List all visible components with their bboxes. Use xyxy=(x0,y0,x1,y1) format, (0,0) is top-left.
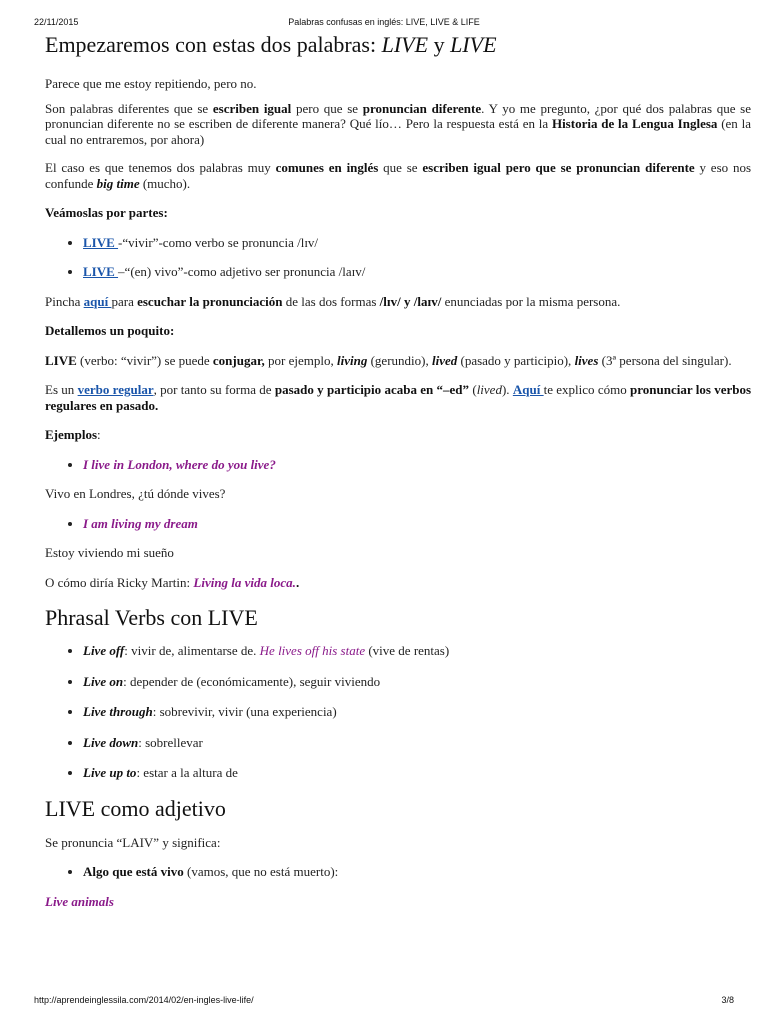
heading-text: Empezaremos con estas dos palabras: xyxy=(45,32,382,57)
t: (en la cual no entraremos, por ahora) xyxy=(45,116,751,147)
t: –“(en) vivo”-como adjetivo ser pronuncia /laɪv/ xyxy=(118,264,366,279)
list-item xyxy=(83,704,751,720)
list-live xyxy=(45,235,751,280)
t: . Y yo me pregunto, ¿por qué dos palabras que se pronuncian diferente no se escriben de diferente manera? Qué lío… Pero la respuesta está en la xyxy=(45,100,752,131)
bi: lives xyxy=(574,352,599,368)
list-phrasal-verbs xyxy=(45,643,751,781)
b: escriben igual pero que se pronuncian diferente xyxy=(422,160,695,175)
b: conjugar, xyxy=(212,352,265,368)
bi: living xyxy=(337,352,368,368)
para-examples xyxy=(45,427,751,443)
t: : sobrellevar xyxy=(138,734,203,750)
big-time: big time xyxy=(96,175,140,191)
list-adjective xyxy=(45,864,751,880)
list-item xyxy=(83,264,751,280)
heading-live-2: LIVE xyxy=(450,32,497,57)
print-title: Palabras confusas en inglés: LIVE, LIVE & LIFE xyxy=(288,17,480,27)
b: escriben igual xyxy=(212,100,292,116)
t: ). xyxy=(501,382,513,397)
t: O cómo diría Ricky Martin: xyxy=(45,574,194,590)
bi: lived xyxy=(431,352,458,368)
print-date: 22/11/2015 xyxy=(34,17,79,27)
heading-and: y xyxy=(428,32,451,57)
b: /lɪv/ y /laɪv/ xyxy=(379,293,442,309)
list-item xyxy=(83,235,751,251)
t: enunciadas por la misma persona. xyxy=(441,293,621,309)
b: Detallemos un poquito: xyxy=(45,323,175,338)
i: lived xyxy=(476,382,502,397)
t: por ejemplo, xyxy=(264,352,337,368)
para-ricky xyxy=(45,575,751,591)
para-pronounce-laiv: Se pronuncia “LAIV” y significa: xyxy=(45,834,221,850)
b: Veámoslas por partes: xyxy=(45,205,168,220)
para-pronunciation xyxy=(45,294,751,310)
print-url: http://aprendeinglessila.com/2014/02/en-ingles-live-life/ xyxy=(34,995,254,1005)
t: : vivir de, alimentarse de. xyxy=(124,643,260,658)
t: , por tanto su forma de xyxy=(153,382,275,397)
t: (vamos, que no está muerto): xyxy=(183,864,339,879)
heading-live-live xyxy=(45,32,751,58)
t: pero que se xyxy=(291,100,363,116)
t: (gerundio), xyxy=(367,352,432,368)
t: Pincha xyxy=(45,293,84,309)
para-different xyxy=(45,101,751,148)
term: Live off xyxy=(83,643,125,658)
t: Es un xyxy=(45,382,78,397)
t: : estar a la altura de xyxy=(136,765,238,780)
t: para xyxy=(111,293,138,309)
para-parts xyxy=(45,205,751,221)
link-aqui-audio[interactable]: aquí xyxy=(83,293,112,309)
para-translation-1: Vivo en Londres, ¿tú dónde vives? xyxy=(45,486,226,501)
t: -“vivir”-como verbo se pronuncia /lɪv/ xyxy=(118,234,319,250)
t: (mucho). xyxy=(139,175,191,191)
heading-live-adjective: LIVE como adjetivo xyxy=(45,795,226,821)
term: Live through xyxy=(83,704,153,719)
list-example-1 xyxy=(45,457,751,473)
link-live-verb[interactable]: LIVE xyxy=(83,234,119,250)
b: Ejemplos xyxy=(45,427,97,442)
t: : sobrevivir, vivir (una experiencia) xyxy=(152,704,337,719)
t: (pasado y participio), xyxy=(457,352,575,368)
term: Live on xyxy=(83,673,124,689)
t: (vive de rentas) xyxy=(365,643,450,658)
b: escuchar la pronunciación xyxy=(137,293,283,309)
para-verb xyxy=(45,353,751,369)
list-item xyxy=(83,864,751,880)
t: . xyxy=(295,574,300,590)
b: Algo que está vivo xyxy=(83,864,184,879)
list-item xyxy=(83,516,751,532)
t: de las dos formas xyxy=(282,293,380,309)
list-item xyxy=(83,735,751,751)
para-live-animals xyxy=(45,894,751,910)
link-aqui-past[interactable]: Aquí xyxy=(512,382,544,397)
heading-live-1: LIVE xyxy=(381,32,429,57)
t: (3ª persona del singular). xyxy=(598,352,732,368)
link-verbo-regular[interactable]: verbo regular xyxy=(77,382,154,397)
b: Historia de la Lengua Inglesa xyxy=(551,116,718,131)
term: Live down xyxy=(83,734,139,750)
para-detail xyxy=(45,323,751,339)
t: (verbo: “vivir”) se puede xyxy=(76,352,213,368)
t: ( xyxy=(469,382,477,397)
t: que se xyxy=(378,160,423,175)
para-repeating: Parece que me estoy repitiendo, pero no. xyxy=(45,76,257,91)
bi: Living la vida loca. xyxy=(193,574,296,590)
b: pronuncian diferente xyxy=(362,100,482,116)
b: LIVE xyxy=(45,352,77,368)
list-item xyxy=(83,457,751,473)
t: : xyxy=(97,427,101,442)
link-live-adjective[interactable]: LIVE xyxy=(83,264,119,279)
t: El caso es que tenemos dos palabras muy xyxy=(45,160,276,175)
b: comunes en inglés xyxy=(275,160,379,175)
list-example-2 xyxy=(45,516,751,532)
t: y eso nos confunde xyxy=(45,160,752,191)
b: pronunciar los verbos regulares en pasado. xyxy=(45,382,752,413)
t: te explico cómo xyxy=(543,382,631,397)
b: pasado y participio acaba en “–ed” xyxy=(274,382,470,397)
t: Son palabras diferentes que se xyxy=(45,100,213,116)
para-regular xyxy=(45,382,751,413)
print-page-number: 3/8 xyxy=(721,995,734,1005)
example-text: I live in London, where do you live? xyxy=(83,456,276,472)
list-item xyxy=(83,674,751,690)
t: : depender de (económicamente), seguir viviendo xyxy=(123,673,381,689)
example-text: I am living my dream xyxy=(83,515,198,531)
para-translation-2: Estoy viviendo mi sueño xyxy=(45,545,174,560)
term: Live up to xyxy=(83,765,137,780)
heading-phrasal-verbs: Phrasal Verbs con LIVE xyxy=(45,605,258,630)
example-text: Live animals xyxy=(45,893,114,909)
list-item xyxy=(83,765,751,781)
list-item xyxy=(83,643,751,659)
para-common xyxy=(45,160,751,191)
article-body xyxy=(45,32,751,909)
example: He lives off his state xyxy=(259,643,366,658)
